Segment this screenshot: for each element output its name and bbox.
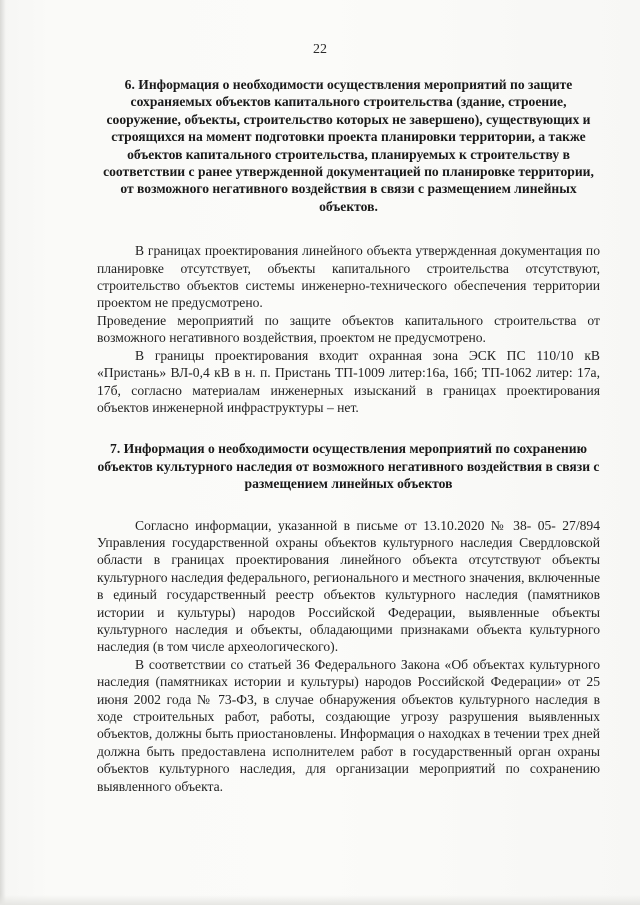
section-7-paragraph-1: Согласно информации, указанной в письме от 13.10.2020 № 38- 05- 27/894 Управления государственной охраны объектов культурного наследия Свердловской области в границах проектирования линейного объекта отсутствуют объекты культурного наследия федерального, регионального и местного значения, включенные в единый государственный реестр объектов культурного наследия (памятников истории и культуры) народов Российской Федерации, выявленные объекты культурного наследия и объекты, обладающими признаками объекта культурного наследия (в том числе археологического). xyxy=(97,517,600,655)
page-edge-shadow xyxy=(0,0,6,905)
section-7-paragraph-2: В соответствии со статьей 36 Федерального Закона «Об объектах культурного наследия (памятниках истории и культуры) народов Российской Федерации» от 25 июня 2002 года № 73-ФЗ, в случае обнаружения объектов культурного наследия в ходе строительных работ, работы, создающие угрозу разрушения выявленных объектов, должны быть приостановлены. Информация о находках в течении трех дней должна быть предоставлена исполнителем работ в государственный орган охраны объектов культурного наследия, для организации мероприятий по сохранению выявленного объекта. xyxy=(97,656,600,794)
section-6-body xyxy=(97,242,600,416)
page-number: 22 xyxy=(313,42,327,57)
section-6-paragraph-2: Проведение мероприятий по защите объектов капитального строительства от возможного негативного воздействия, проектом не предусмотрено. xyxy=(97,312,600,346)
section-6-paragraph-3: В границы проектирования входит охранная зона ЭСК ПС 110/10 кВ «Пристань» ВЛ-0,4 кВ в н. п. Пристань ТП-1009 литер:16а, 16б; ТП-1062 литер: 17а, 17б, согласно материалам инженерных изысканий в границах проектирования объектов инженерной инфраструктуры – нет. xyxy=(97,347,600,415)
page-content xyxy=(97,76,600,795)
section-6-paragraph-1: В границах проектирования линейного объекта утвержденная документация по планировке отсутствует, объекты капитального строительства отсутствуют, строительство объектов системы инженерно-технического обеспечения территории проектом не предусмотрено. xyxy=(97,243,600,311)
page-bottom-edge xyxy=(0,895,640,905)
section-7-body xyxy=(97,517,600,796)
section-6-heading: 6. Информация о необходимости осуществления мероприятий по защите сохраняемых объектов капитального строительства (здание, строение, сооружение, объекты, строительство которых не завершено), существующих и строящихся на момент подготовки проекта планировки территории, а также объектов капитального строительства, планируемых к строительству в соответствии с ранее утвержденной документацией по планировке территории, от возможного негативного воздействия в связи с размещением линейных объектов. xyxy=(103,77,594,214)
section-7-heading: 7. Информация о необходимости осуществления мероприятий по сохранению объектов культурного наследия от возможного негативного воздействия в связи с размещением линейных объектов xyxy=(97,441,600,492)
